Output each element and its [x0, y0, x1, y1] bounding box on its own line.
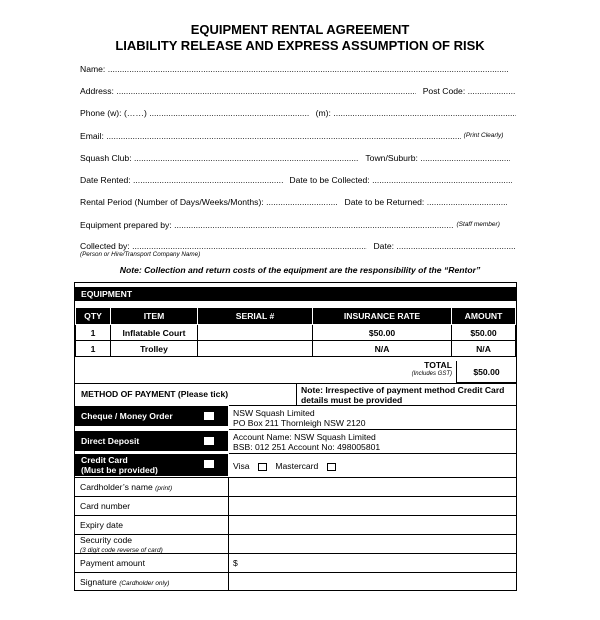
- security-code-input[interactable]: [228, 535, 513, 553]
- name-label: Name:: [80, 64, 106, 74]
- page-title: EQUIPMENT RENTAL AGREEMENT: [190, 22, 410, 37]
- date-label: Date:: [373, 241, 395, 251]
- credit-card-label: Credit Card: [81, 455, 128, 465]
- post-code-dots: [468, 85, 516, 97]
- cardholder-name-row: [75, 477, 517, 496]
- phone-w-label: Phone (w): (……): [80, 108, 147, 118]
- table-row: [76, 341, 516, 357]
- rentor-note: Note: Collection and return costs of the equipment are the responsibility of the “Rentor”: [119, 265, 481, 275]
- row-amount: $50.00: [452, 325, 516, 341]
- date-rented-label: Date Rented:: [80, 175, 131, 185]
- card-number-label: Card number: [80, 501, 131, 511]
- row-rate: N/A: [313, 341, 452, 357]
- phone-field[interactable]: [80, 107, 516, 119]
- equipment-table: [75, 307, 516, 357]
- security-code-label: Security code (3 digit code reverse of card): [80, 535, 163, 554]
- equipment-table-header: [76, 308, 516, 325]
- date-rented-dots: [133, 174, 283, 186]
- phone-m-dots: [333, 107, 516, 119]
- cheque-address: PO Box 211 Thornleigh NSW 2120: [233, 418, 366, 428]
- total-value: $50.00: [456, 361, 516, 383]
- name-dots: [108, 63, 508, 75]
- print-clearly-note: (Print Clearly): [463, 132, 504, 139]
- payment-amount-input[interactable]: $: [228, 554, 513, 572]
- email-dots: [106, 130, 461, 142]
- expiry-date-row: [75, 515, 517, 534]
- cheque-checkbox[interactable]: [204, 412, 214, 420]
- col-item: ITEM: [111, 308, 198, 325]
- row-serial[interactable]: [198, 325, 313, 341]
- town-suburb-label: Town/Suburb:: [365, 153, 418, 163]
- payment-method-heading: METHOD OF PAYMENT (Please tick): [75, 383, 297, 403]
- address-dots: [116, 85, 416, 97]
- total-gst-note: (Includes GST): [411, 371, 452, 377]
- row-serial[interactable]: [198, 341, 313, 357]
- squash-club-dots: [134, 152, 359, 164]
- payment-amount-label: Payment amount: [80, 558, 145, 568]
- rental-period-dots: [266, 196, 338, 208]
- card-number-input[interactable]: [228, 497, 513, 515]
- col-serial: SERIAL #: [198, 308, 313, 325]
- date-collected-dots: [372, 174, 512, 186]
- collected-by-sublabel: (Person or Hire/Transport Company Name): [80, 251, 201, 258]
- cheque-details: [229, 405, 517, 429]
- date-dots: [396, 240, 516, 252]
- direct-deposit-checkbox[interactable]: [204, 437, 214, 445]
- address-label: Address:: [80, 86, 114, 96]
- security-code-row: [75, 534, 517, 553]
- col-qty: QTY: [76, 308, 111, 325]
- date-returned-dots: [427, 196, 507, 208]
- col-insurance-rate: INSURANCE RATE: [313, 308, 452, 325]
- cardholder-name-label: Cardholder’s name (print): [80, 482, 173, 492]
- card-number-row: [75, 496, 517, 515]
- row-item: Trolley: [111, 341, 198, 357]
- rental-period-label: Rental Period (Number of Days/Weeks/Months):: [80, 197, 264, 207]
- email-field[interactable]: [80, 130, 516, 142]
- table-row: [76, 325, 516, 341]
- visa-label: Visa: [233, 461, 250, 471]
- squash-club-field[interactable]: [80, 152, 516, 164]
- visa-checkbox[interactable]: [258, 463, 267, 471]
- staff-member-note: (Staff member): [456, 221, 500, 228]
- phone-w-dots: [149, 107, 309, 119]
- credit-card-required: (Must be provided): [81, 465, 158, 475]
- col-amount: AMOUNT: [452, 308, 516, 325]
- name-field[interactable]: [80, 63, 516, 75]
- post-code-label: Post Code:: [422, 86, 466, 96]
- collected-by-label: Collected by:: [80, 241, 130, 251]
- equipment-prepared-field[interactable]: [80, 219, 516, 231]
- row-rate: $50.00: [313, 325, 452, 341]
- signature-label: Signature (Cardholder only): [80, 577, 170, 587]
- squash-club-label: Squash Club:: [80, 153, 132, 163]
- date-collected-label: Date to be Collected:: [289, 175, 370, 185]
- cheque-label: Cheque / Money Order: [81, 411, 173, 421]
- address-field[interactable]: [80, 85, 516, 97]
- expiry-date-label: Expiry date: [80, 520, 123, 530]
- direct-deposit-details: [229, 429, 517, 453]
- payment-amount-row: [75, 553, 517, 572]
- account-name: Account Name: NSW Squash Limited: [233, 432, 376, 442]
- email-label: Email:: [80, 131, 104, 141]
- card-type-selector: [229, 453, 517, 477]
- row-qty: 1: [76, 325, 111, 341]
- mastercard-label: Mastercard: [275, 461, 319, 471]
- date-returned-label: Date to be Returned:: [344, 197, 425, 207]
- cardholder-name-input[interactable]: [228, 478, 513, 496]
- date-rented-field[interactable]: [80, 174, 516, 186]
- mastercard-checkbox[interactable]: [327, 463, 336, 471]
- payment-note: Note: Irrespective of payment method Credit Card details must be provided: [296, 383, 517, 405]
- direct-deposit-option[interactable]: [75, 431, 228, 451]
- equipment-prepared-label: Equipment prepared by:: [80, 220, 172, 230]
- expiry-date-input[interactable]: [228, 516, 513, 534]
- total-label: [396, 361, 452, 379]
- direct-deposit-label: Direct Deposit: [81, 436, 140, 446]
- credit-card-checkbox[interactable]: [204, 460, 214, 468]
- page-subtitle: LIABILITY RELEASE AND EXPRESS ASSUMPTION OF RISK: [115, 38, 485, 53]
- signature-row: [75, 572, 517, 591]
- phone-m-label: (m):: [315, 108, 331, 118]
- rental-period-field[interactable]: [80, 196, 516, 208]
- row-amount: N/A: [452, 341, 516, 357]
- bsb-account: BSB: 012 251 Account No: 498005801: [233, 442, 381, 452]
- row-item: Inflatable Court: [111, 325, 198, 341]
- row-qty: 1: [76, 341, 111, 357]
- equipment-heading: EQUIPMENT: [75, 287, 516, 301]
- cheque-option[interactable]: [75, 406, 228, 426]
- cheque-payee: NSW Squash Limited: [233, 408, 315, 418]
- total-text: TOTAL: [424, 360, 452, 370]
- credit-card-option[interactable]: [75, 454, 228, 476]
- equipment-prepared-dots: [174, 219, 454, 231]
- town-suburb-dots: [420, 152, 510, 164]
- signature-input[interactable]: [228, 573, 513, 591]
